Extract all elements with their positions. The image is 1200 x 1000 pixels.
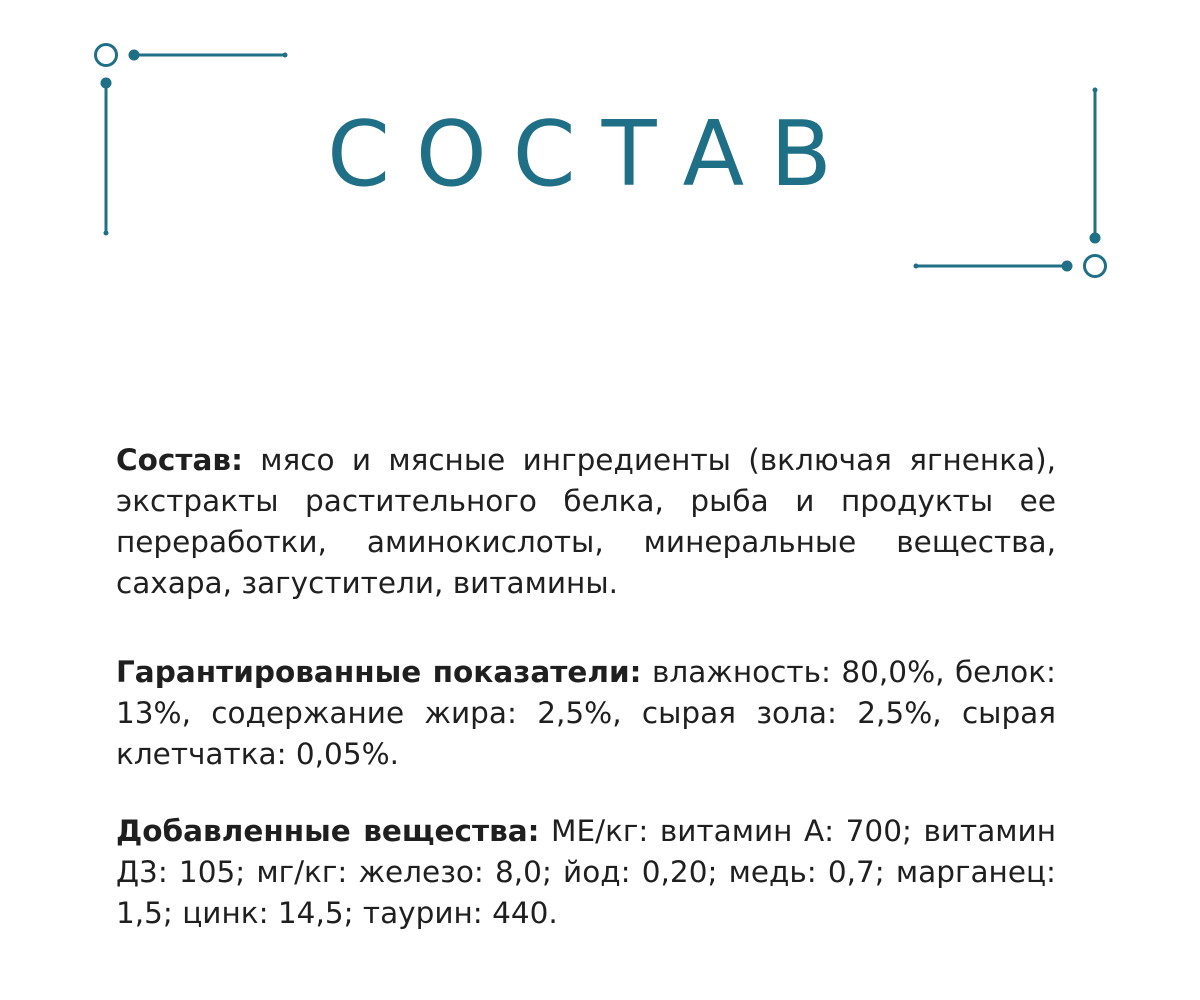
guaranteed-values-text: влажность: 80,0%, белок: 13%, содержание жира: 2,5%, сырая зола: 2,5%, сырая клетчатка: 0,05%.: [116, 655, 1056, 771]
additives-paragraph: [116, 811, 1056, 934]
page-title: СОСТАВ: [327, 102, 858, 207]
additives-label: Добавленные вещества:: [116, 814, 540, 848]
composition-paragraph: [116, 440, 1056, 604]
guaranteed-values-paragraph: [116, 652, 1056, 775]
guaranteed-values-label: Гарантированные показатели:: [116, 655, 642, 689]
composition-text: мясо и мясные ингредиенты (включая ягненка), экстракты растительного белка, рыба и продукты ее переработки, аминокислоты, минеральные вещества, сахара, загустители, витамины.: [116, 443, 1056, 600]
composition-label: Состав:: [116, 443, 243, 477]
additives-text: МЕ/кг: витамин А: 700; витамин Д3: 105; мг/кг: железо: 8,0; йод: 0,20; медь: 0,7; марганец: 1,5; цинк: 14,5; таурин: 440.: [116, 814, 1056, 930]
